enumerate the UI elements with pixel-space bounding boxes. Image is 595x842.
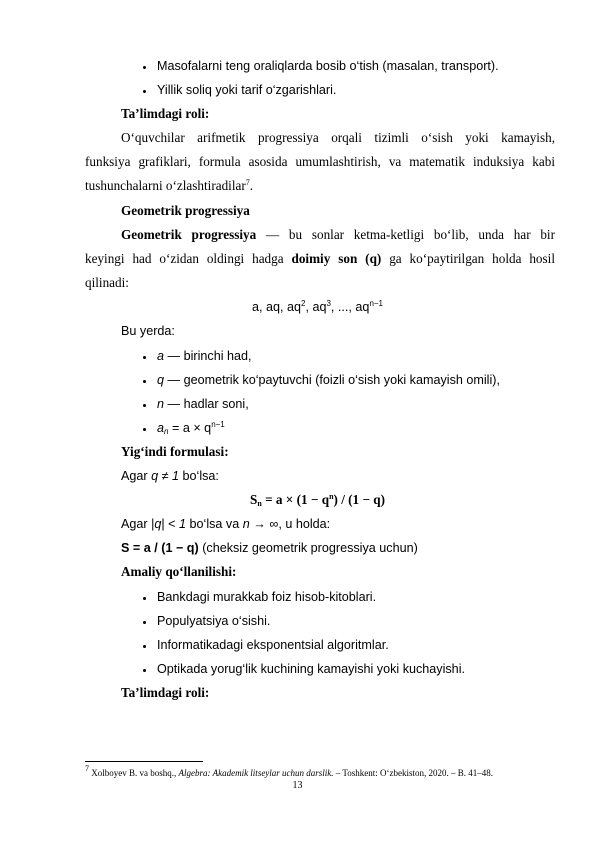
page-number: 13 [292, 780, 303, 791]
list-item: Optikada yorug‘lik kuchining kamayishi yoki kuchayishi. [157, 662, 465, 676]
paragraph-line: keyingi had o‘zidan oldingi hadga doimiy son (q) ga ko‘paytirilgan holda hosil [85, 251, 555, 266]
bullet [143, 597, 146, 600]
bullet [143, 428, 146, 431]
section-heading: Amaliy qo‘llanilishi: [121, 564, 237, 579]
paragraph-line: qilinadi: [85, 275, 129, 290]
list-item: q — geometrik ko‘paytuvchi (foizli o‘sish yoki kamayish omili), [157, 373, 500, 387]
section-heading: Ta’limdagi roli: [121, 106, 210, 121]
bullet [143, 356, 146, 359]
footnote-divider [85, 761, 203, 762]
paragraph-line: tushunchalarni o‘zlashtiradilar$^7$. [85, 178, 254, 193]
paragraph-line: Geometrik progressiya — bu sonlar ketma-ketligi bo‘lib, unda har bir [121, 227, 555, 242]
list-item: Bankdagi murakkab foiz hisob-kitoblari. [157, 590, 377, 604]
bullet [143, 66, 146, 69]
list-item: Informatikadagi eksponentsial algoritmlar. [157, 638, 389, 652]
bullet [143, 404, 146, 407]
paragraph-line: funksiya grafiklari, formula asosida umumlashtirish, va matematik induksiya kabi [85, 154, 555, 169]
list-item: n — hadlar soni, [157, 397, 249, 411]
bullet [143, 669, 146, 672]
section-heading: Geometrik progressiya [121, 203, 250, 218]
list-item: Masofalarni teng oraliqlarda bosib o‘tish (masalan, transport). [157, 59, 499, 73]
bullet [143, 90, 146, 93]
paragraph-line: Bu yerda: [121, 324, 175, 338]
sum-formula: $S_n = a \times (1 - q^n) / (1 - q)$ [250, 492, 385, 508]
sequence-formula: a, aq, $aq^2$, $aq^3$, ..., $aq^{n-1}$ [251, 299, 384, 314]
bullet [143, 645, 146, 648]
section-heading: Yig‘indi formulasi: [121, 444, 229, 459]
paragraph-line: Agar |q| < 1 bo‘lsa va n → ∞, u holda: [121, 517, 331, 531]
paragraph-line: Agar q ≠ 1 bo‘lsa: [121, 469, 219, 483]
list-item: a — birinchi had, [157, 349, 252, 363]
bullet [143, 380, 146, 383]
list-item: $a_n = a \times q^{n-1}$ [157, 420, 225, 436]
list-item: Populyatsiya o‘sishi. [157, 614, 271, 628]
footnote: $^7$ Xolboyev B. va boshq., Algebra: Akademik litseylar uchun darslik. – Toshkent: O‘zbekiston, 2020. – B. 41–48. [85, 764, 494, 778]
infinite-sum-formula: S = a / (1 − q) (cheksiz geometrik progressiya uchun) [121, 541, 418, 555]
list-item: Yillik soliq yoki tarif o‘zgarishlari. [157, 83, 337, 97]
section-heading: Ta’limdagi roli: [121, 685, 210, 700]
paragraph-line: O‘quvchilar arifmetik progressiya orqali tizimli o‘sish yoki kamayish, [121, 130, 555, 145]
bullet [143, 621, 146, 624]
footnote-ref: 7 [245, 178, 250, 187]
